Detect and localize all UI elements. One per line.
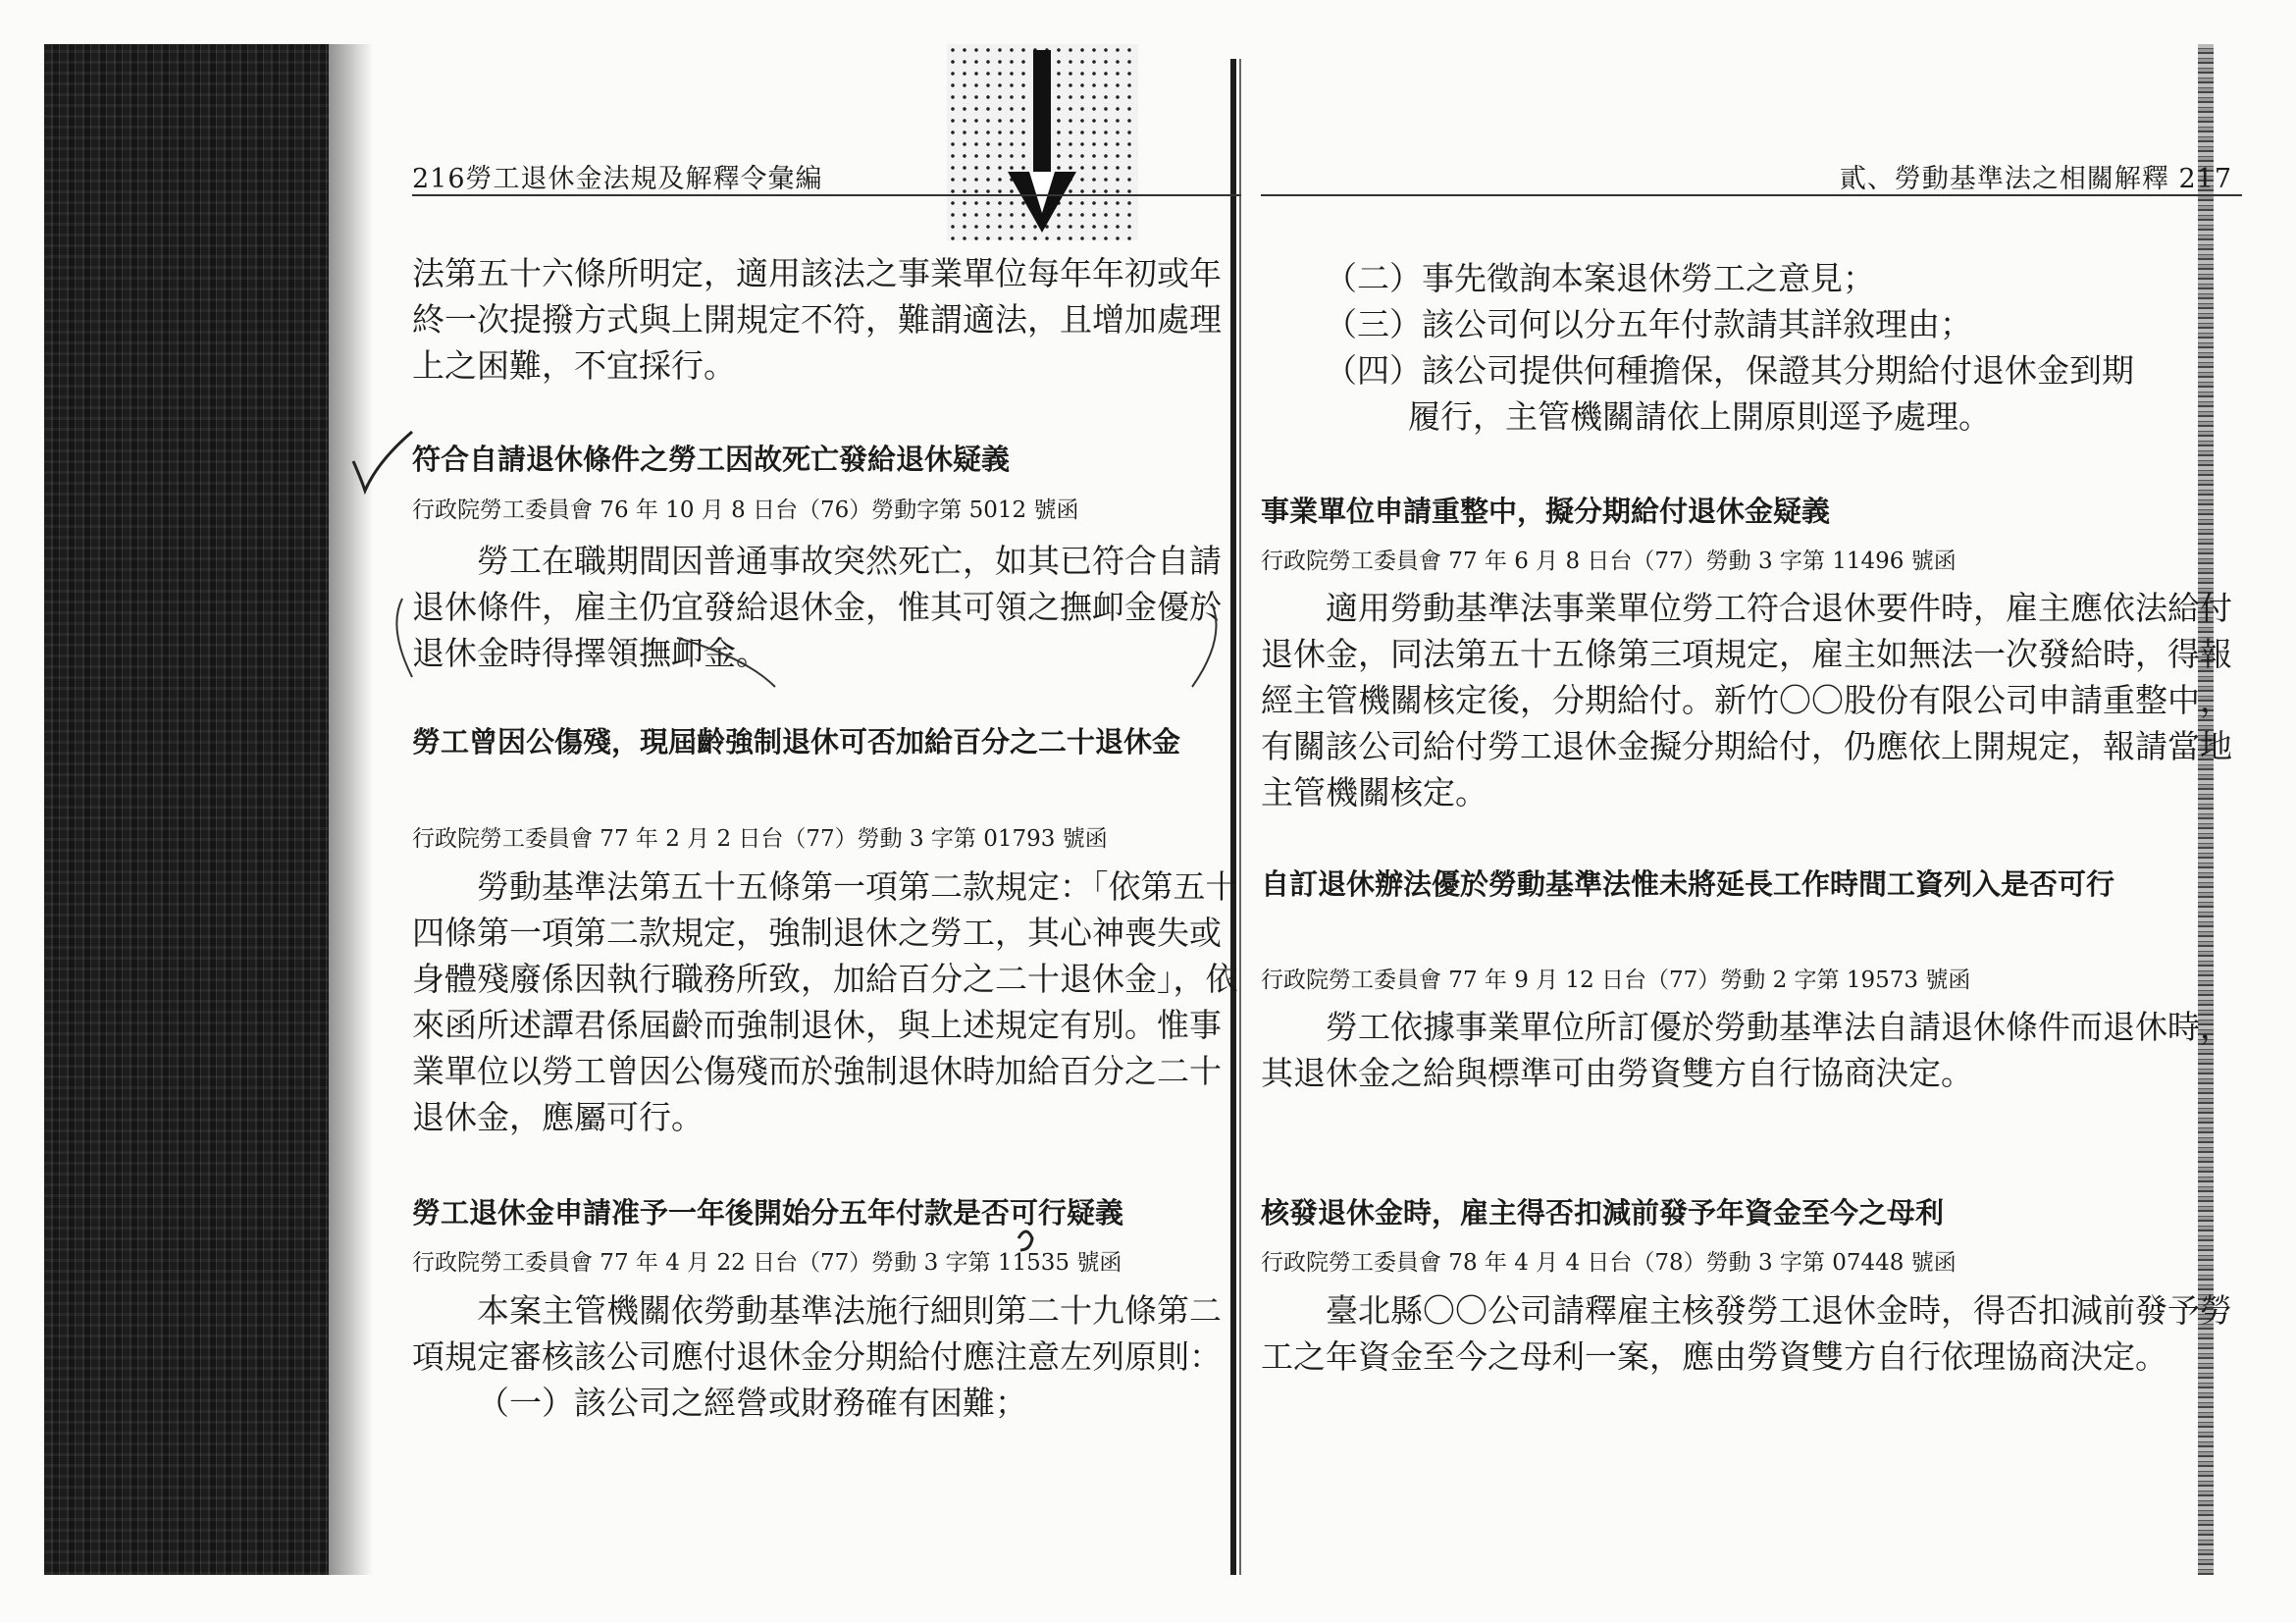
section-body: 勞工依據事業單位所訂優於勞動基準法自請退休條件而退休時，其退休金之給與標準可由勞資雙方自行協商決定。 [1261,1008,2232,1092]
right-page [1241,0,2232,1623]
section-source: 行政院勞工委員會 76 年 10 月 8 日台（76）勞動字第 5012 號函 [412,497,1079,523]
left-page-header: 216勞工退休金法規及解釋令彙編 [412,164,823,194]
right-header-rule [1261,194,2242,196]
section-body: 臺北縣〇〇公司請釋雇主核發勞工退休金時，得否扣減前發予勞工之年資金至今之母利一案，應由勞資雙方自行依理協商決定。 [1261,1291,2232,1376]
section-heading: 事業單位申請重整中，擬分期給付退休金疑義 [1261,495,1831,528]
section-body: 勞動基準法第五十五條第一項第二款規定：「依第五十四條第一項第二款規定，強制退休之勞工，其心神喪失或身體殘廢係因執行職務所致，加給百分之二十退休金」，依來函所述譚君係屆齡而強制退休，與上述規定有別。惟事業單位以勞工曾因公傷殘而於強制退休時加給百分之二十退休金，應屬可行。 [412,867,1238,1136]
section-source: 行政院勞工委員會 78 年 4 月 4 日台（78）勞動 3 字第 07448 號函 [1261,1250,1957,1276]
section-body: 本案主管機關依勞動基準法施行細則第二十九條第二項規定審核該公司應付退休金分期給付應注意左列原則： [412,1291,1222,1376]
section-heading: 核發退休金時，雇主得否扣減前發予年資金至今之母利 [1261,1196,1945,1230]
section-heading: 自訂退休辦法優於勞動基準法惟未將延長工作時間工資列入是否可行 [1261,867,2115,901]
section-heading: 符合自請退休條件之勞工因故死亡發給退休疑義 [412,443,1011,476]
left-continuation-text: 法第五十六條所明定，適用該法之事業單位每年年初或年終一次提撥方式與上開規定不符，難謂適法，且增加處理上之困難，不宜採行。 [412,254,1222,385]
right-page-header: 貳、勞動基準法之相關解釋 217 [1839,164,2232,194]
section-source: 行政院勞工委員會 77 年 2 月 2 日台（77）勞動 3 字第 01793 號函 [412,826,1108,852]
section-heading: 勞工退休金申請准予一年後開始分五年付款是否可行疑義 [412,1196,1124,1230]
section-source: 行政院勞工委員會 77 年 9 月 12 日台（77）勞動 2 字第 19573 號函 [1261,968,1971,993]
list-item-text: （四）該公司提供何種擔保，保證其分期給付退休金到期履行，主管機關請依上開原則逕予處理。 [1325,351,2134,436]
left-header-rule [412,194,1241,196]
scan-dark-edge [44,44,329,1575]
list-item: （二）事先徵詢本案退休勞工之意見； [1325,259,1875,297]
section-body: 適用勞動基準法事業單位勞工符合退休要件時，雇主應依法給付退休金，同法第五十五條第三項規定，雇主如無法一次發給時，得報經主管機關核定後，分期給付。新竹〇〇股份有限公司申請重整中，有關該公司給付勞工退休金擬分期給付，仍應依上開規定，報請當地主管機關核定。 [1261,589,2232,812]
section-heading: 勞工曾因公傷殘，現屆齡強制退休可否加給百分之二十退休金 [412,725,1181,759]
scan-edge-shadow [329,44,373,1575]
list-item: （一）該公司之經營或財務確有困難； [477,1384,1027,1422]
list-item: （三）該公司何以分五年付款請其詳敘理由； [1325,305,1972,343]
left-page [373,0,1236,1623]
section-body: 勞工在職期間因普通事故突然死亡，如其已符合自請退休條件，雇主仍宜發給退休金，惟其可領之撫卹金優於退休金時得擇領撫卹金。 [412,542,1222,672]
section-source: 行政院勞工委員會 77 年 4 月 22 日台（77）勞動 3 字第 11535 號函 [412,1250,1122,1276]
list-item [1325,347,2144,440]
section-source: 行政院勞工委員會 77 年 6 月 8 日台（77）勞動 3 字第 11496 號函 [1261,549,1957,574]
